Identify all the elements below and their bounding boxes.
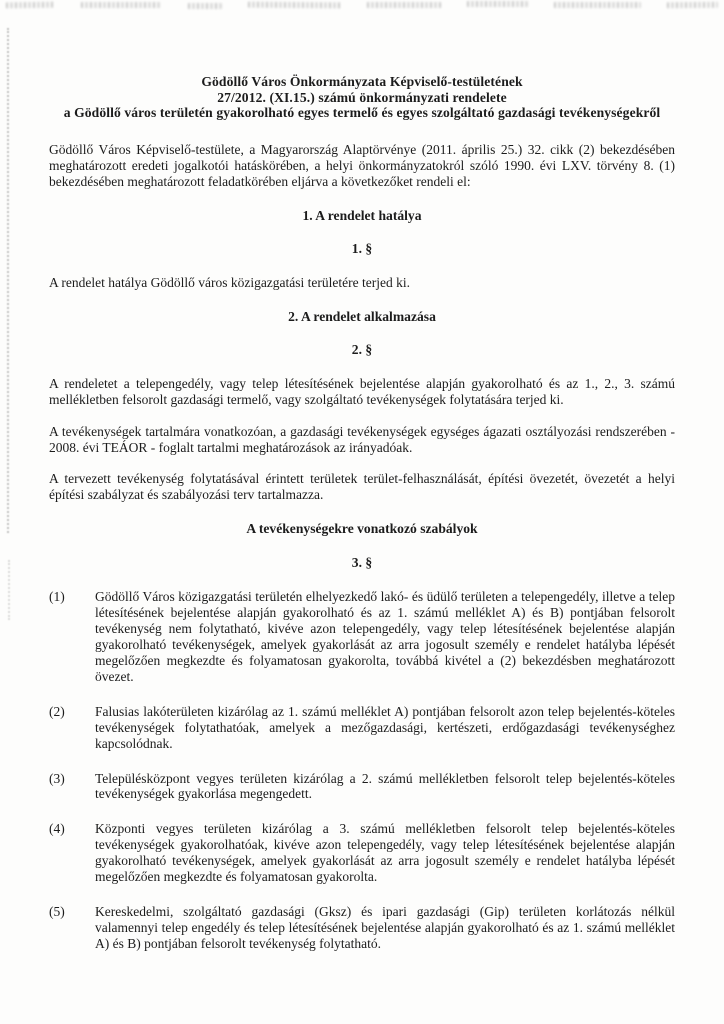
numbered-clause xyxy=(49,904,675,952)
document-title-block xyxy=(49,74,675,121)
clause-text: Falusias lakóterületen kizárólag az 1. számú melléklet A) pontjában felsorolt azon telep bejelentés-köteles tevékenységek folytathatóak, amelyek a mezőgazdasági, kertészeti, erdőgazdasági tevékenységhez kapcsolódnak. xyxy=(95,703,675,751)
section-heading: 3. § xyxy=(351,554,373,570)
numbered-clause xyxy=(49,771,675,803)
body-paragraph: A tevékenységek tartalmára vonatkozóan, a gazdasági tevékenységek egységes ágazati osztályozási rendszerében - 2008. évi TEÁOR - foglalt tartalmi meghatározások az irányadóak. xyxy=(49,423,675,455)
body-paragraph: A rendeletet a telepengedély, vagy telep létesítésének bejelentése alapján gyakorolható és az 1., 2., 3. számú mellékletben felsorolt gazdasági termelő, vagy szolgáltató tevékenységek folytatására terjed ki. xyxy=(49,375,675,407)
document-title-line-2: 27/2012. (XI.15.) számú önkormányzati rendelete xyxy=(217,89,507,105)
body-paragraph: A rendelet hatálya Gödöllő város közigazgatási területére terjed ki. xyxy=(49,274,410,290)
section-heading: 1. § xyxy=(351,241,373,257)
numbered-clause xyxy=(49,589,675,684)
body-paragraph: Gödöllő Város Képviselő-testülete, a Magyarország Alaptörvénye (2011. április 25.) 32. cikk (2) bekezdésében meghatározott eredeti jogalkotói hatáskörében, a helyi önkormányzatokról szóló 1990. évi LXV. törvény 8. (1) bekezdésében meghatározott feladatkörében eljárva a következőket rendeli el: xyxy=(49,141,675,189)
clause-number: (1) xyxy=(49,589,65,605)
document-title-line-1: Gödöllő Város Önkormányzata Képviselő-testületének xyxy=(201,74,523,89)
clause-number: (2) xyxy=(49,703,65,719)
clause-text: Gödöllő Város közigazgatási területén elhelyezkedő lakó- és üdülő területen a telepengedély, illetve a telep létesítésének bejelentése alapján gyakorolható és az 1. számú melléklet A) és B) pontjában felsorolt tevékenység nem folytatható, kivéve azon telepengedély, vagy telep létesítésének bejelentése alapján gyakorolható tevékenységek, amelyek gyakorlását az arra jogosult személy e rendelet hatályba lépését megelőzően megkezdte és folyamatosan gyakorolta, továbbá kivétel a (2) bekezdésben meghatározott övezet. xyxy=(95,589,675,684)
clause-text: Kereskedelmi, szolgáltató gazdasági (Gksz) és ipari gazdasági (Gip) területen korlátozás nélkül valamennyi telep engedély és telep létesítésének bejelentése alapján gyakorolható és az 1. számú melléklet A) és B) pontjában felsorolt tevékenység folytatható. xyxy=(95,904,675,951)
clause-text: Központi vegyes területen kizárólag a 3. számú mellékletben felsorolt telep bejelentés-köteles tevékenységek gyakorolhatóak, kivéve azon telepengedély, vagy telep létesítésének bejelentése alapján gyakorolható tevékenységek, amelyek gyakorlását az arra jogosult személy e rendelet hatályba lépését megelőzően megkezdte és folyamatosan gyakorolta. xyxy=(95,821,675,885)
section-heading: 1. A rendelet hatálya xyxy=(302,207,422,223)
section-heading: 2. § xyxy=(351,342,373,358)
clause-number: (3) xyxy=(49,770,65,786)
document-title-line-3: a Gödöllő város területén gyakorolható egyes termelő és egyes szolgáltató gazdasági tevékenységekről xyxy=(63,105,661,121)
clause-number: (5) xyxy=(49,904,65,919)
clause-text: Településközpont vegyes területen kizárólag a 2. számú mellékletben felsorolt telep bejelentés-köteles tevékenységek gyakorlása megengedett. xyxy=(95,770,675,802)
document-body xyxy=(49,142,675,952)
numbered-clause xyxy=(49,704,675,752)
section-heading: A tevékenységekre vonatkozó szabályok xyxy=(246,521,478,537)
clause-number: (4) xyxy=(49,821,65,837)
numbered-clause xyxy=(49,821,675,885)
section-heading: 2. A rendelet alkalmazása xyxy=(288,308,436,324)
body-paragraph: A tervezett tevékenység folytatásával érintett területek terület-felhasználását, építési övezetét, övezetét a helyi építési szabályzat és szabályozási terv tartalmazza. xyxy=(49,471,675,503)
